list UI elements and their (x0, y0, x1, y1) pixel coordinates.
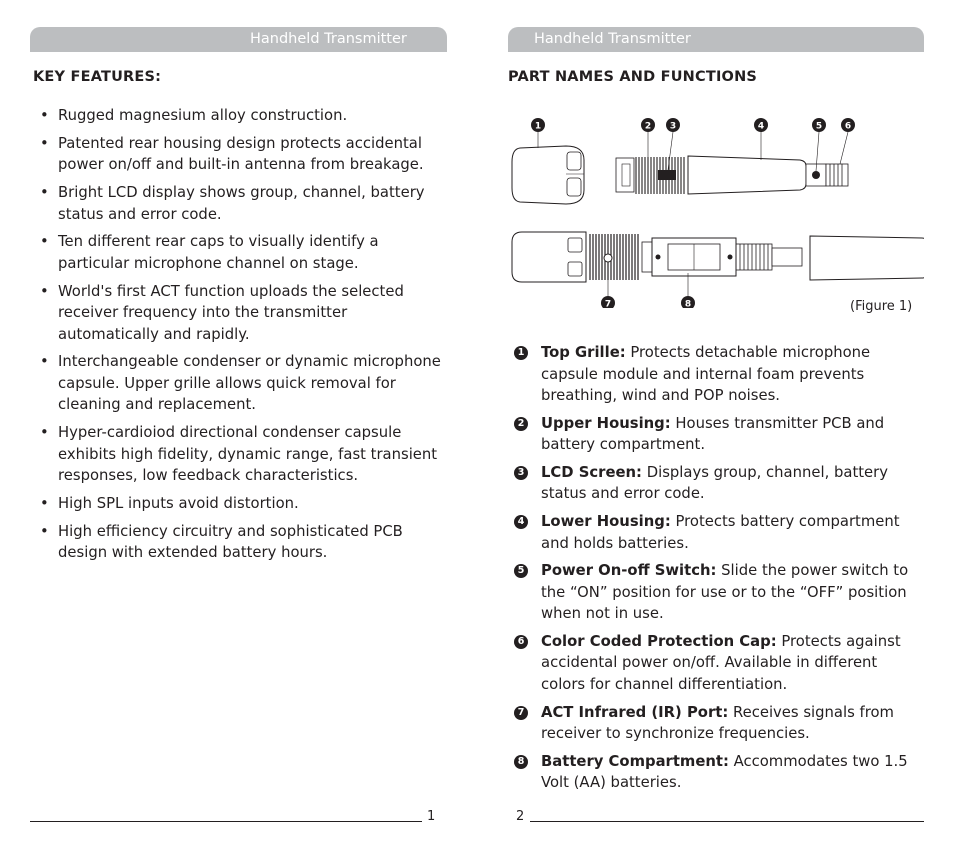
number-badge: 1 (514, 346, 528, 360)
lcd-screen-drawing (658, 170, 676, 180)
bullet-icon: • (40, 107, 49, 124)
list-item (514, 560, 924, 625)
list-item (514, 751, 924, 794)
callout-marker (666, 118, 680, 132)
list-item (514, 631, 924, 696)
number-badge: 2 (514, 417, 528, 431)
left-header-title: Handheld Transmitter (250, 31, 407, 47)
feature-text: Interchangeable condenser or dynamic microphone capsule. Upper grille allows quick removal for cleaning and replacement. (58, 353, 441, 414)
part-term: LCD Screen: (541, 463, 642, 481)
bullet-icon: • (40, 495, 49, 513)
part-term: ACT Infrared (IR) Port: (541, 703, 729, 721)
part-description: Protects detachable microphone capsule module and internal foam prevents breathing, wind and POP noises. (541, 344, 871, 404)
bullet-icon: • (40, 522, 49, 540)
part-description: Houses transmitter PCB and battery compartment. (541, 414, 885, 454)
feature-text: World's first ACT function uploads the selected receiver frequency into the transmitter automatically and rapidly. (58, 282, 404, 343)
feature-text: Rugged magnesium alloy construction. (58, 107, 348, 124)
callout-label: 2 (644, 121, 652, 132)
bullet-icon: • (40, 233, 49, 251)
part-term: Lower Housing: (541, 513, 671, 531)
callout-label: 6 (844, 121, 852, 132)
part-term: Upper Housing: (541, 414, 671, 432)
feature-text: High efficiency circuitry and sophisticated PCB design with extended battery hours. (58, 522, 403, 562)
upper-housing-drawing (616, 158, 634, 192)
bullet-icon: • (40, 184, 49, 202)
feature-text: High SPL inputs avoid distortion. (58, 495, 299, 513)
lower-housing-drawing (688, 156, 806, 194)
list-item (40, 281, 445, 346)
callout-marker (841, 118, 855, 132)
part-term: Top Grille: (541, 344, 626, 361)
list-item (40, 422, 445, 487)
part-term: Battery Compartment: (541, 752, 729, 770)
list-item (40, 182, 445, 225)
feature-text: Bright LCD display shows group, channel, battery status and error code. (58, 184, 425, 223)
callout-label: 5 (815, 121, 823, 132)
callout-label: 3 (669, 121, 677, 132)
part-description: Protects against accidental power on/off. Available in different colors for channel differentiation. (541, 632, 901, 693)
microphone-diagram (508, 108, 924, 308)
list-item (514, 511, 924, 554)
callout-marker (812, 118, 826, 132)
part-term: Power On-off Switch: (541, 562, 717, 580)
features-list (40, 105, 445, 570)
part-description: Slide the power switch to the “ON” position for use or to the “OFF” position when not in use. (541, 562, 909, 623)
left-footer-rule (30, 821, 422, 822)
callout-marker (531, 118, 545, 132)
part-description: Protects battery compartment and holds batteries. (541, 513, 900, 552)
callout-marker (754, 118, 768, 132)
number-badge: 8 (514, 755, 528, 769)
feature-text: Patented rear housing design protects accidental power on/off and built-in antenna from breakage. (58, 134, 424, 174)
callout-label: 4 (757, 121, 765, 132)
number-badge: 6 (514, 635, 528, 649)
number-badge: 5 (514, 564, 528, 578)
left-header-bar (30, 27, 447, 52)
callout-label: 1 (534, 121, 542, 132)
part-term: Color Coded Protection Cap: (541, 632, 777, 650)
list-item (40, 133, 445, 176)
list-item (40, 231, 445, 274)
figure-caption: (Figure 1) (850, 299, 913, 314)
callout-marker (641, 118, 655, 132)
list-item (514, 413, 924, 456)
list-item (40, 521, 445, 564)
list-item (514, 342, 924, 407)
right-header-title: Handheld Transmitter (534, 31, 691, 47)
list-item (514, 462, 924, 505)
feature-text: Hyper-cardioiod directional condenser capsule exhibits high fidelity, dynamic range, fast transient responses, low feedback characteristics. (58, 424, 438, 485)
part-description: Accommodates two 1.5 Volt (AA) batteries. (541, 752, 908, 792)
bullet-icon: • (40, 134, 49, 152)
feature-text: Ten different rear caps to visually identify a particular microphone channel on stage. (58, 233, 379, 272)
assembled-grille-drawing (512, 232, 586, 282)
right-footer-rule (530, 821, 924, 822)
list-item (40, 493, 445, 515)
number-badge: 3 (514, 466, 528, 480)
part-description: Receives signals from receiver to synchronize frequencies. (541, 703, 894, 743)
list-item (514, 702, 924, 745)
callout-marker (681, 296, 695, 308)
callout-label: 8 (684, 299, 692, 308)
ir-port-drawing (604, 254, 612, 262)
detached-lower-housing-drawing (810, 236, 924, 280)
parts-list (514, 342, 924, 800)
top-grille-drawing (512, 146, 584, 204)
bullet-icon: • (40, 353, 49, 371)
callout-label: 7 (604, 299, 612, 308)
left-page-number: 1 (427, 809, 436, 824)
number-badge: 4 (514, 515, 528, 529)
number-badge: 7 (514, 706, 528, 720)
right-header-bar (508, 27, 924, 52)
list-item (40, 105, 445, 127)
right-page-number: 2 (516, 809, 525, 824)
part-names-heading: PART NAMES AND FUNCTIONS (508, 69, 758, 85)
part-description: Displays group, channel, battery status and error code. (541, 463, 888, 503)
protection-cap-drawing (826, 164, 848, 186)
list-item (40, 351, 445, 416)
bullet-icon: • (40, 282, 49, 300)
bullet-icon: • (40, 424, 49, 442)
callout-marker (601, 296, 615, 308)
key-features-heading: KEY FEATURES: (33, 69, 162, 85)
